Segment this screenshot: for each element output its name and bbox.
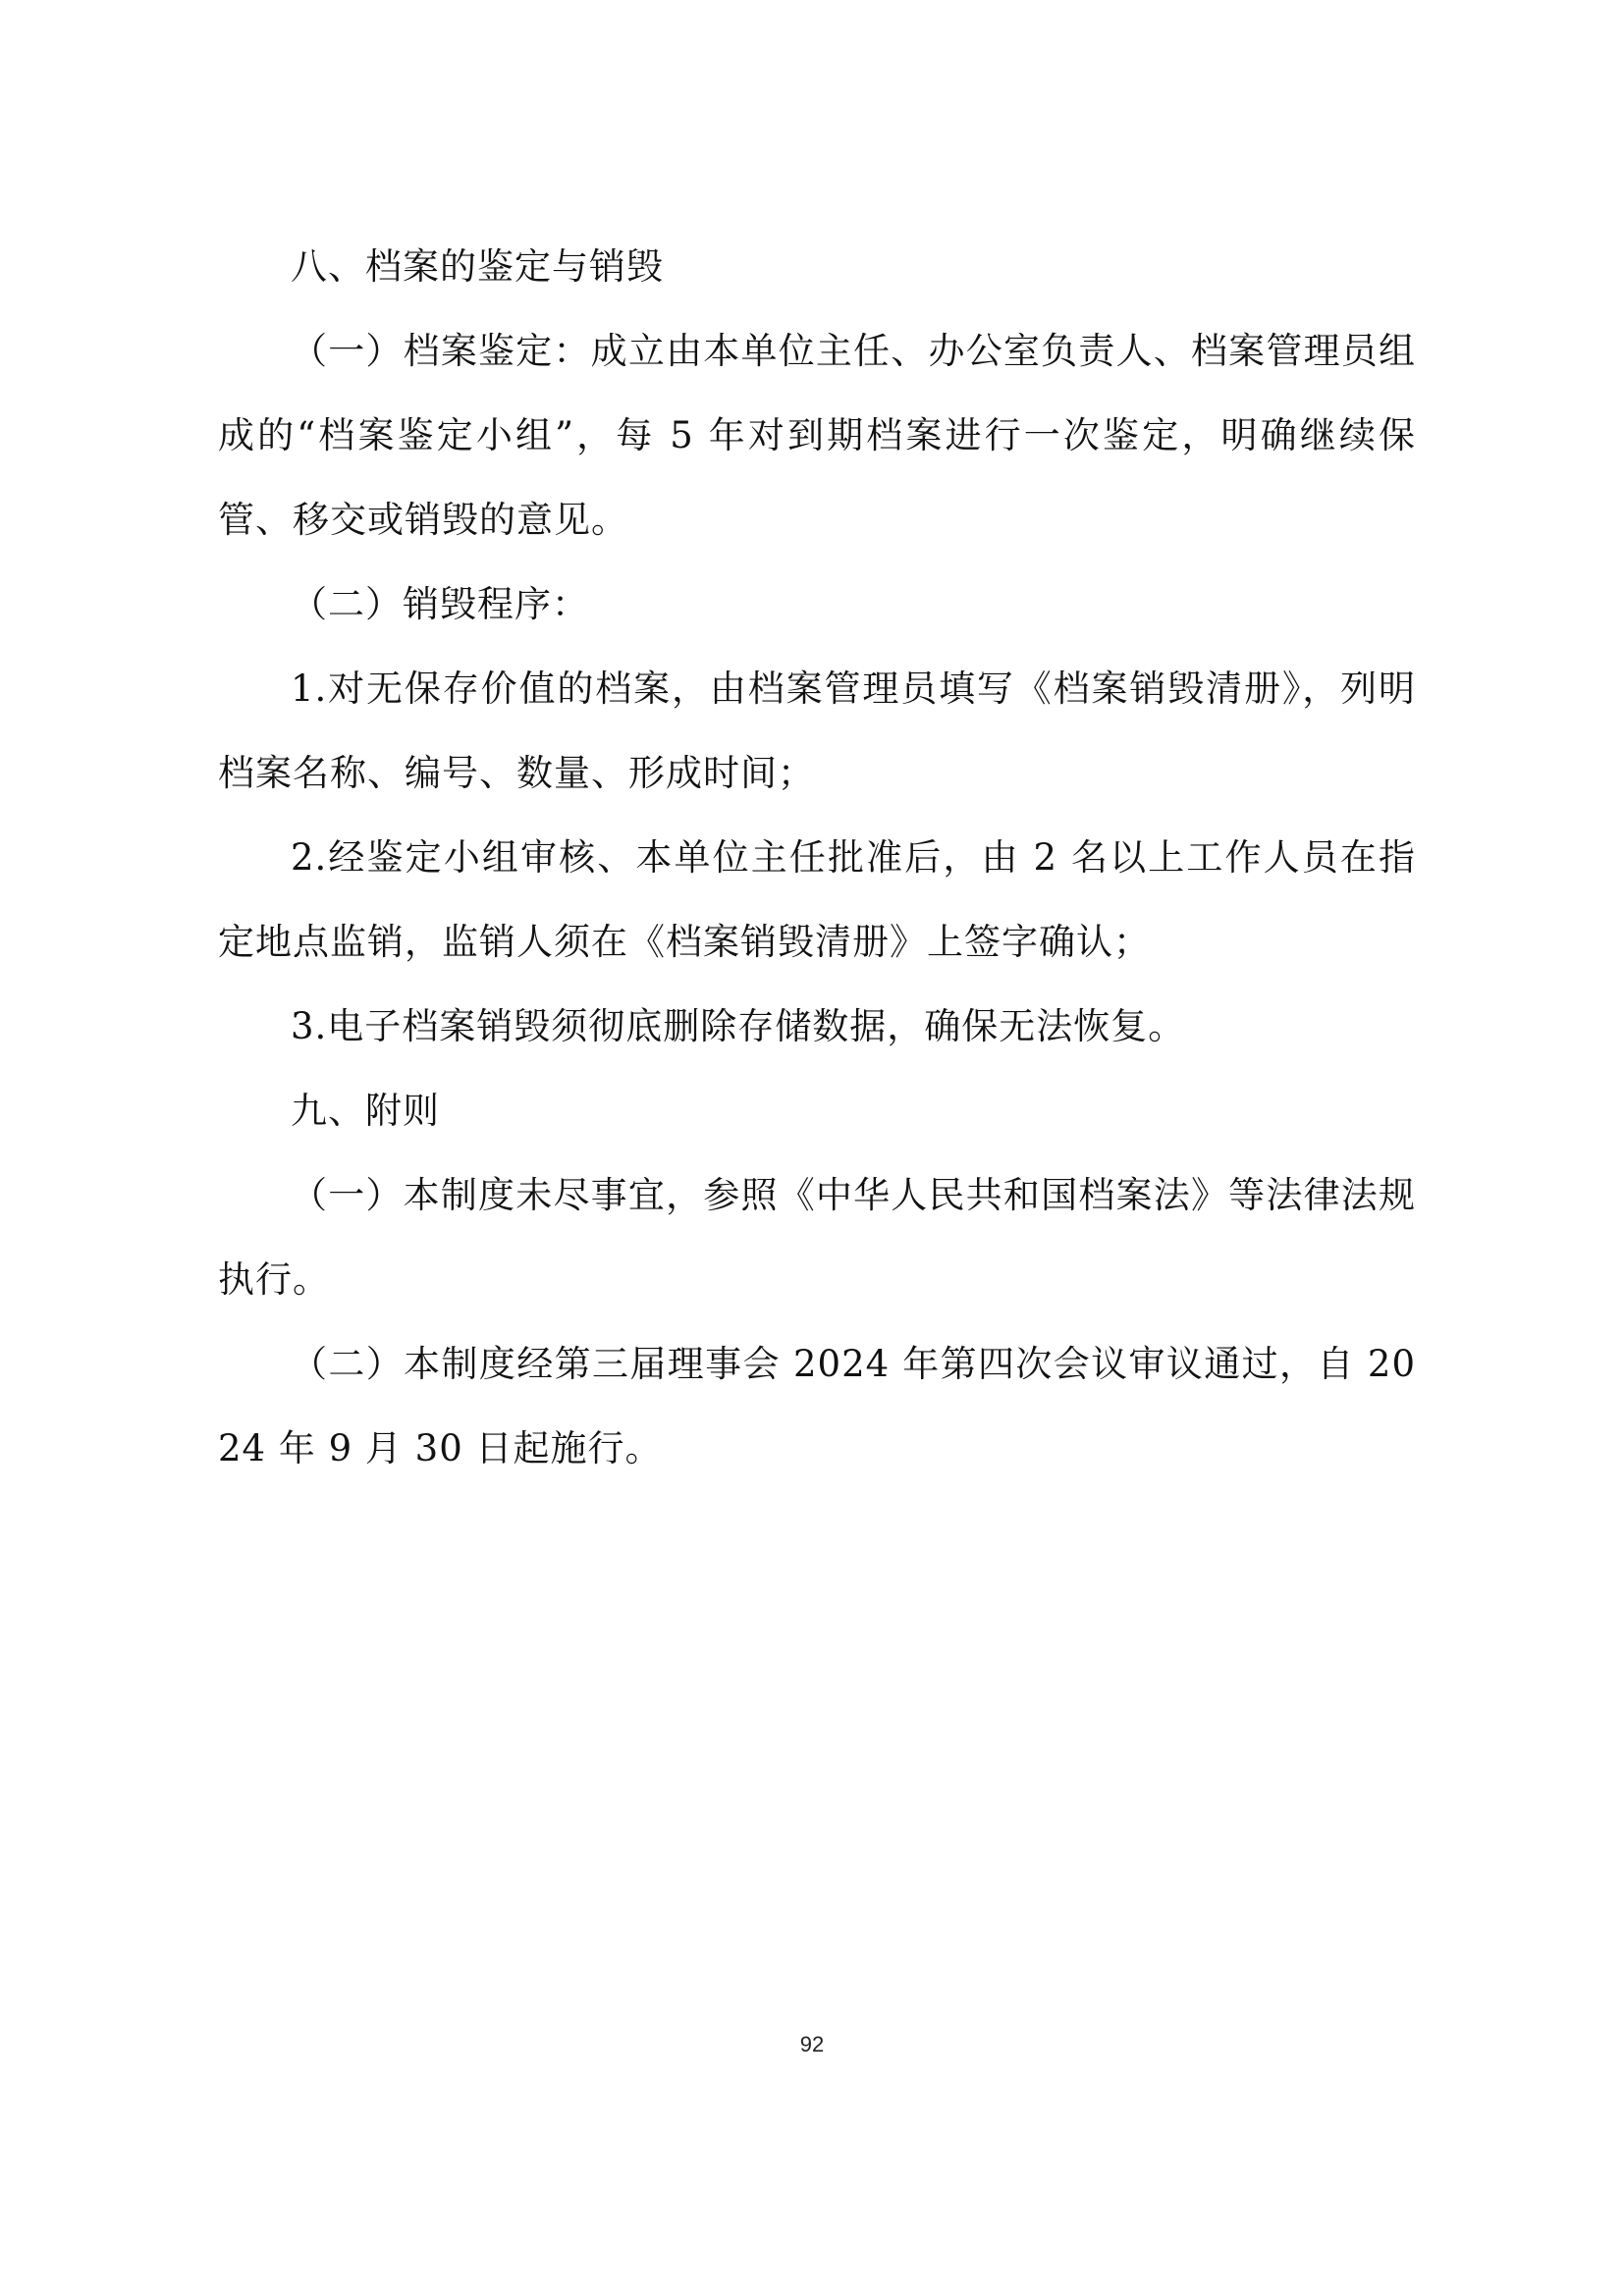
paragraph-supplementary-1: （一）本制度未尽事宜，参照《中华人民共和国档案法》等法律法规执行。 bbox=[218, 1174, 1416, 1301]
page-number: 92 bbox=[799, 2032, 825, 2056]
section-heading-9: 九、附则 bbox=[291, 1090, 440, 1132]
paragraph-step-2: 2.经鉴定小组审核、本单位主任批准后，由 2 名以上工作人员在指定地点监销，监销人须在《档案销毁清册》上签字确认； bbox=[218, 836, 1416, 963]
paragraph-supplementary-2: （二）本制度经第三届理事会 2024 年第四次会议审议通过，自 2024 年 9 月 30 日起施行。 bbox=[218, 1343, 1416, 1469]
section-heading-8: 八、档案的鉴定与销毁 bbox=[291, 245, 664, 288]
paragraph-step-3: 3.电子档案销毁须彻底删除存储数据，确保无法恢复。 bbox=[291, 1005, 1186, 1047]
paragraph-step-1: 1.对无保存价值的档案，由档案管理员填写《档案销毁清册》，列明档案名称、编号、数量、形成时间； bbox=[218, 667, 1416, 794]
paragraph-appraisal: （一）档案鉴定：成立由本单位主任、办公室负责人、档案管理员组成的“档案鉴定小组”，每 5 年对到期档案进行一次鉴定，明确继续保管、移交或销毁的意见。 bbox=[218, 330, 1416, 541]
paragraph-destruction-procedure: （二）销毁程序： bbox=[291, 583, 589, 625]
document-body bbox=[218, 225, 1416, 1491]
